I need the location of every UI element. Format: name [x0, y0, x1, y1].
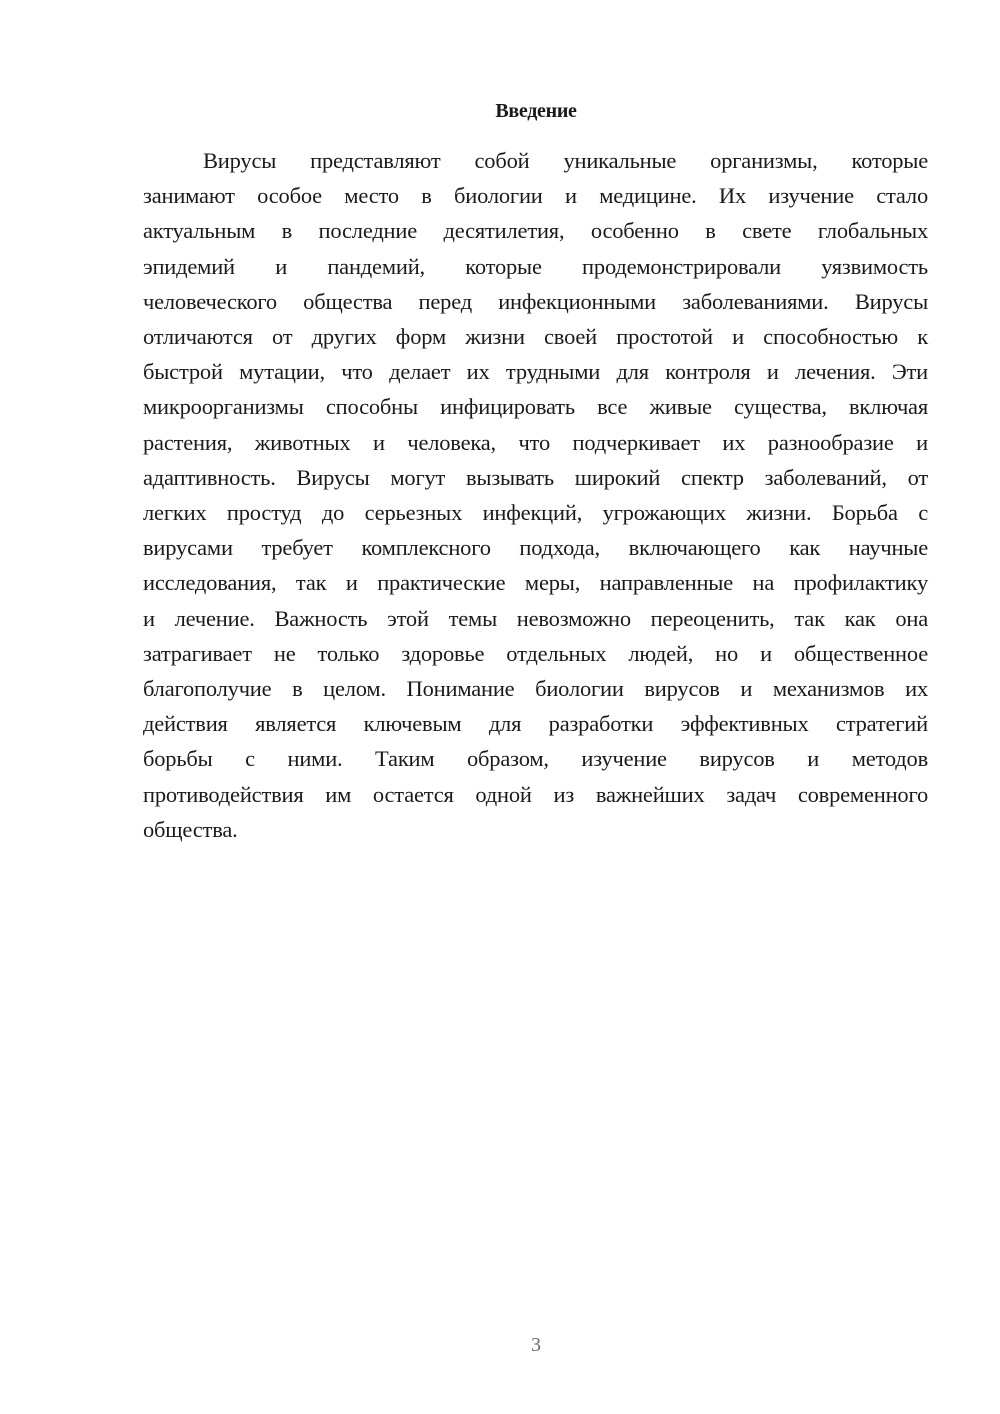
paragraph-line: противодействия им остается одной из важнейших задач современного [143, 781, 928, 807]
section-heading: Введение [495, 100, 577, 122]
paragraph-line: действия является ключевым для разработки эффективных стратегий [143, 711, 928, 737]
paragraph-line: микроорганизмы способны инфицировать все живые существа, включая [143, 394, 928, 420]
paragraph-line: благополучие в целом. Понимание биологии вирусов и механизмов их [143, 676, 928, 702]
paragraph-line: быстрой мутации, что делает их трудными для контроля и лечения. Эти [143, 359, 928, 385]
body-paragraph [143, 143, 928, 847]
paragraph-line: адаптивность. Вирусы могут вызывать широкий спектр заболеваний, от [143, 464, 928, 490]
paragraph-line: легких простуд до серьезных инфекций, угрожающих жизни. Борьба с [143, 500, 928, 526]
paragraph-line: и лечение. Важность этой темы невозможно переоценить, так как она [143, 605, 928, 631]
paragraph-line: исследования, так и практические меры, направленные на профилактику [143, 570, 928, 596]
paragraph-line: растения, животных и человека, что подчеркивает их разнообразие и [143, 429, 928, 455]
paragraph-line: затрагивает не только здоровье отдельных людей, но и общественное [143, 640, 928, 666]
paragraph-line: Вирусы представляют собой уникальные организмы, которые [203, 148, 928, 173]
paragraph-line: отличаются от других форм жизни своей простотой и способностью к [143, 324, 928, 350]
paragraph-line: борьбы с ними. Таким образом, изучение вирусов и методов [143, 746, 928, 772]
paragraph-line: вирусами требует комплексного подхода, включающего как научные [143, 535, 928, 561]
paragraph-line: общества. [143, 816, 238, 842]
paragraph-line: актуальным в последние десятилетия, особенно в свете глобальных [143, 218, 928, 244]
paragraph-line: человеческого общества перед инфекционными заболеваниями. Вирусы [143, 288, 928, 314]
paragraph-line: эпидемий и пандемий, которые продемонстрировали уязвимость [143, 253, 928, 279]
page-number: 3 [531, 1334, 541, 1356]
paragraph-line: занимают особое место в биологии и медицине. Их изучение стало [143, 183, 928, 209]
